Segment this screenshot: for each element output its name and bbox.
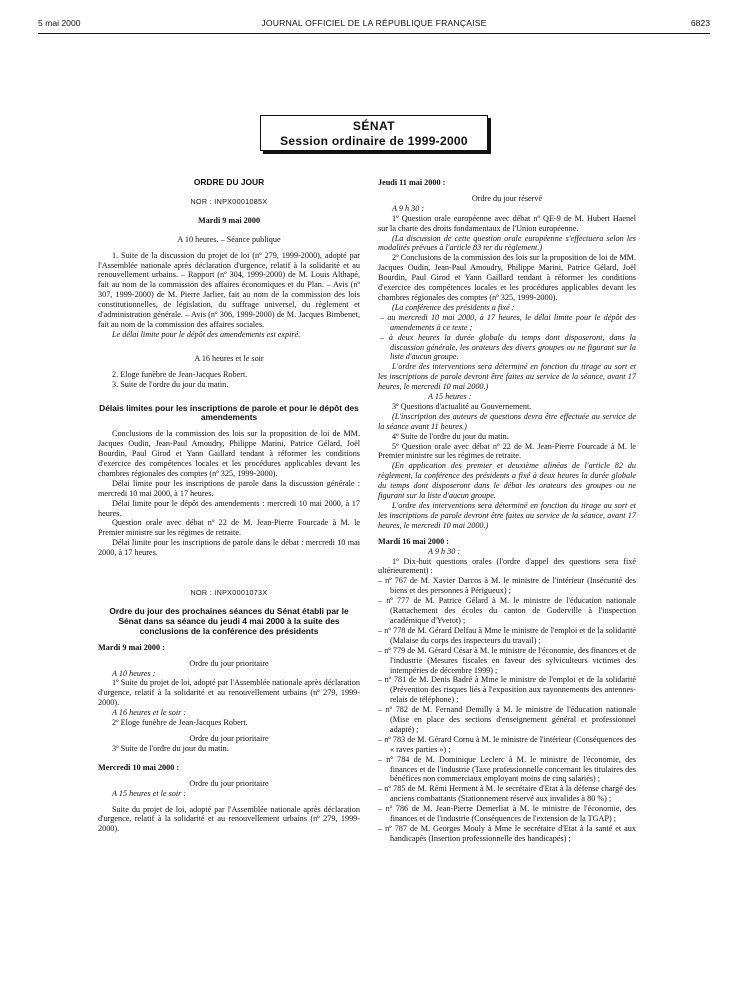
delai-amendements: Délai limite pour le dépôt des amendements : mercredi 10 mai 2000, à 17 heures.: [98, 498, 360, 518]
conference-point-2: – à deux heures la durée globale du temps dont disposeront, dans la discussion générale, les orateurs des divers groupes ou ne figurant sur la liste d'aucun groupe.: [380, 332, 636, 362]
seance-time: A 10 heures. – Séance publique: [177, 234, 281, 244]
item-3: 3. Suite de l'ordre du jour du matin.: [112, 379, 229, 389]
prio-item-1: 1º Suite du projet de loi, adopté par l'Assemblée nationale après déclaration d'urgence, relatif à la solidarité et au renouvellement urbains (nº 279, 1999-2000).: [98, 678, 360, 708]
time-15h-right: A 15 heures :: [428, 392, 472, 402]
prio-item-2: 2º Eloge funèbre de Jean-Jacques Robert.: [112, 718, 248, 728]
left-column: [98, 178, 360, 834]
reserve-item-5-note-2: L'ordre des interventions sera déterminé en fonction du tirage au sort et les inscriptions de parole devront être faites au service de la séance, avant 17 heures, le mercredi 10 mai 2000.): [378, 501, 636, 530]
reserve-item-2: 2º Conclusions de la commission des lois sur la proposition de loi de MM. Jacques Oudin, Jean-Paul Amoudry, Philippe Marini, Patrice Gélard, Joël Bourdin, Paul Girod et Yann Gaillard tendant à réformer les conditions d'exercice des compétences locales et les procédures applicables devant les chambres régionales des comptes (nº 325, 1999-2000).: [378, 253, 636, 302]
item-2: 2. Eloge funèbre de Jean-Jacques Robert.: [112, 369, 248, 379]
ordre-prioritaire-1: Ordre du jour prioritaire: [189, 658, 269, 668]
reserve-item-3: 3º Questions d'actualité au Gouvernement.: [392, 401, 532, 411]
mercredi-heading: Mercredi 10 mai 2000 :: [98, 762, 180, 772]
mardi-heading: Mardi 9 mai 2000 :: [98, 642, 165, 652]
questions-intro: 1º Dix-huit questions orales (l'ordre d'appel des questions sera fixé ultérieurement) :: [378, 556, 636, 576]
header-journal-title: JOURNAL OFFICIEL DE LA RÉPUBLIQUE FRANÇAISE: [261, 18, 487, 28]
list-item: – nº 767 de M. Xavier Darcos à M. le ministre de l'intérieur (Insécurité des biens et des personnes à Périgueux) ;: [378, 576, 636, 596]
list-item: – nº 782 de M. Fernand Demilly à M. le ministre de l'éducation nationale (Mise en place des sections d'enseignement général et professionnel adapté) ;: [378, 705, 636, 734]
delais-heading: Délais limites pour les inscriptions de parole et pour le dépôt des amendements: [99, 402, 359, 423]
time-10h: A 10 heures :: [112, 668, 156, 678]
page-header: [38, 18, 710, 32]
list-item: – nº 778 de M. Gérard Delfau à Mme le ministre de l'emploi et de la solidarité (Malaise du corps des inspecteurs du travail) ;: [378, 625, 636, 645]
conference-order-note: L'ordre des interventions sera déterminé en fonction du tirage au sort et les inscriptions de parole devront être faites au service de la séance, avant 17 heures, le mercredi 10 mai 2000.): [378, 362, 636, 392]
list-item: – nº 779 de M. Gérard César à M. le ministre de l'économie, des finances et de l'industrie (Mesures fiscales en faveur des sylviculteurs victimes des intempéries de décembre 1999) ;: [378, 645, 636, 675]
right-column: [378, 178, 636, 844]
ordre-prochaines-seances-heading: Ordre du jour des prochaines séances du Sénat établi par le Sénat dans sa séance du jeudi 4 mai 2000 à la suite des conclusions de la conférence des présidents: [109, 606, 349, 636]
header-date: 5 mai 2000: [38, 18, 81, 28]
ordre-du-jour-heading: ORDRE DU JOUR: [193, 177, 265, 187]
list-item: – nº 784 de M. Dominique Leclerc à M. le ministre de l'économie, des finances et de l'industrie (Taxe professionnelle concernant les titulaires des bénéfices non commerciaux employant moins de cinq salariés) ;: [378, 754, 636, 784]
nor-reference-2: NOR : INPX0001073X: [190, 588, 268, 598]
reserve-item-1-note: (La discussion de cette question orale européenne s'effectuera selon les modalités prévues à l'article 83 ter du règlement.): [378, 233, 636, 253]
list-item: – nº 787 de M. Georges Mouly à Mme le secrétaire d'Etat à la santé et aux handicapés (Insertion professionnelle des handicapés) ;: [378, 824, 636, 843]
seance-time-2: A 16 heures et le soir: [194, 353, 264, 363]
conclusions-paragraph: Conclusions de la commission des lois sur la proposition de loi de MM. Jacques Oudin, Jean-Paul Amoudry, Philippe Marini, Patrice Gélard, Joël Bourdin, Paul Girod et Yann Gaillard tendant à réformer les conditions d'exercice des compétences locales et les procédures applicables devant les chambres régionales des comptes (nº 325, 1999-2000).: [98, 429, 360, 478]
jeudi-heading: Jeudi 11 mai 2000 :: [378, 178, 446, 187]
time-16h: A 16 heures et le soir :: [112, 708, 187, 718]
ordre-prioritaire-2: Ordre du jour prioritaire: [189, 733, 269, 743]
item-1: 1. Suite de la discussion du projet de loi (nº 279, 1999-2000), adopté par l'Assemblée nationale après déclaration d'urgence, relatif à la solidarité et au renouvellement urbains. – Rapport (nº 304, 1999-2000) de M. Louis Althapé, fait au nom de la commission des affaires économiques et du Plan. – Avis (nº 307, 1999-2000) de M. Pierre Jarlier, fait au nom de la commission des lois constitutionnelles, de législation, du suffrage universel, du règlement et d'administration générale. – Avis (nº 306, 1999-2000) de M. Jacques Bimbenet, fait au nom de la commission des affaires sociales.: [98, 250, 360, 329]
prio-item-3: 3º Suite de l'ordre du jour du matin.: [112, 743, 229, 753]
title-session: Session ordinaire de 1999-2000: [280, 134, 468, 148]
list-item: – nº 781 de M. Denis Badré à Mme le ministre de l'emploi et de la solidarité (Prévention des risques liés à l'exposition aux rayonnements des antennes-relais de téléphone) ;: [378, 675, 636, 705]
conference-point-1: – au mercredi 10 mai 2000, à 17 heures, le délai limite pour le dépôt des amendements à ce texte ;: [380, 312, 636, 332]
prio-item-4: Suite du projet de loi, adopté par l'Assemblée nationale après déclaration d'urgence, relatif à la solidarité et au renouvellement urbains (nº 279, 1999-2000).: [98, 804, 360, 834]
title-senat: SÉNAT: [352, 119, 396, 133]
list-item: – nº 783 de M. Gérard Cornu à M. le ministre de l'intérieur (Conséquences des « raves parties ») ;: [378, 734, 636, 754]
time-9h30: A 9 h 30 :: [392, 203, 425, 213]
list-item: – nº 786 de M. Jean-Pierre Demerliat à M. le ministre de l'économie, des finances et de l'industrie (Conséquences de l'extension de la TGAP) ;: [378, 804, 636, 824]
conference-note: (La conférence des présidents a fixé :: [392, 302, 515, 312]
time-9h30-b: A 9 h 30 :: [428, 546, 461, 556]
header-rule: [38, 33, 710, 34]
ordre-reserve: Ordre du jour réservé: [471, 193, 543, 203]
reserve-item-5-note: (En application des premier et deuxième alinéas de l'article 82 du règlement, la conférence des présidents a fixé à deux heures la durée globale du temps dont disposeront dans le débat les orateurs des groupes ou ne figurant sur la liste d'aucun groupe.: [378, 461, 636, 501]
delai-debat: Délai limite pour les inscriptions de parole dans le débat : mercredi 10 mai 2000, à 17 heures.: [98, 538, 360, 558]
delai-expire: Le délai limite pour le dépôt des amendements est expiré.: [112, 329, 301, 339]
list-item: – nº 785 de M. Rémi Herment à M. le secrétaire d'Etat à la défense chargé des anciens combattants (Stationnement réservé aux invalides à 80 %) ;: [378, 784, 636, 804]
date-heading: Mardi 9 mai 2000: [197, 215, 261, 225]
nor-reference: NOR : INPX0001085X: [190, 196, 268, 206]
question-orale: Question orale avec débat nº 22 de M. Jean-Pierre Fourcade à M. le Premier ministre sur les régimes de retraite.: [98, 518, 360, 538]
ordre-prioritaire-3: Ordre du jour prioritaire: [189, 778, 269, 788]
reserve-item-5: 5º Question orale avec débat nº 22 de M. Jean-Pierre Fourcade à M. le Premier ministre sur les régimes de retraite.: [378, 441, 636, 461]
questions-list: [378, 576, 636, 843]
mardi-16-heading: Mardi 16 mai 2000 :: [378, 536, 449, 546]
title-box: [260, 115, 488, 151]
header-page-number: 6823: [690, 18, 710, 28]
reserve-item-4: 4º Suite de l'ordre du jour du matin.: [392, 431, 509, 441]
reserve-item-1: 1º Question orale européenne avec débat nº QE-9 de M. Hubert Haenel sur la charte des droits fondamentaux de l'Union européenne.: [378, 213, 636, 233]
time-15h: A 15 heures et le soir :: [112, 788, 187, 798]
delai-parole: Délai limite pour les inscriptions de parole dans la discussion générale : mercredi 10 mai 2000, à 17 heures.: [98, 478, 360, 498]
reserve-item-3-note: (L'inscription des auteurs de questions devra être effectuée au service de la séance avant 11 heures.): [378, 411, 636, 431]
list-item: – nº 777 de M. Patrice Gélard à M. le ministre de l'éducation nationale (Rattachement des écoles du canton de Goderville à l'inspection académique d'Yvetot) ;: [378, 596, 636, 625]
